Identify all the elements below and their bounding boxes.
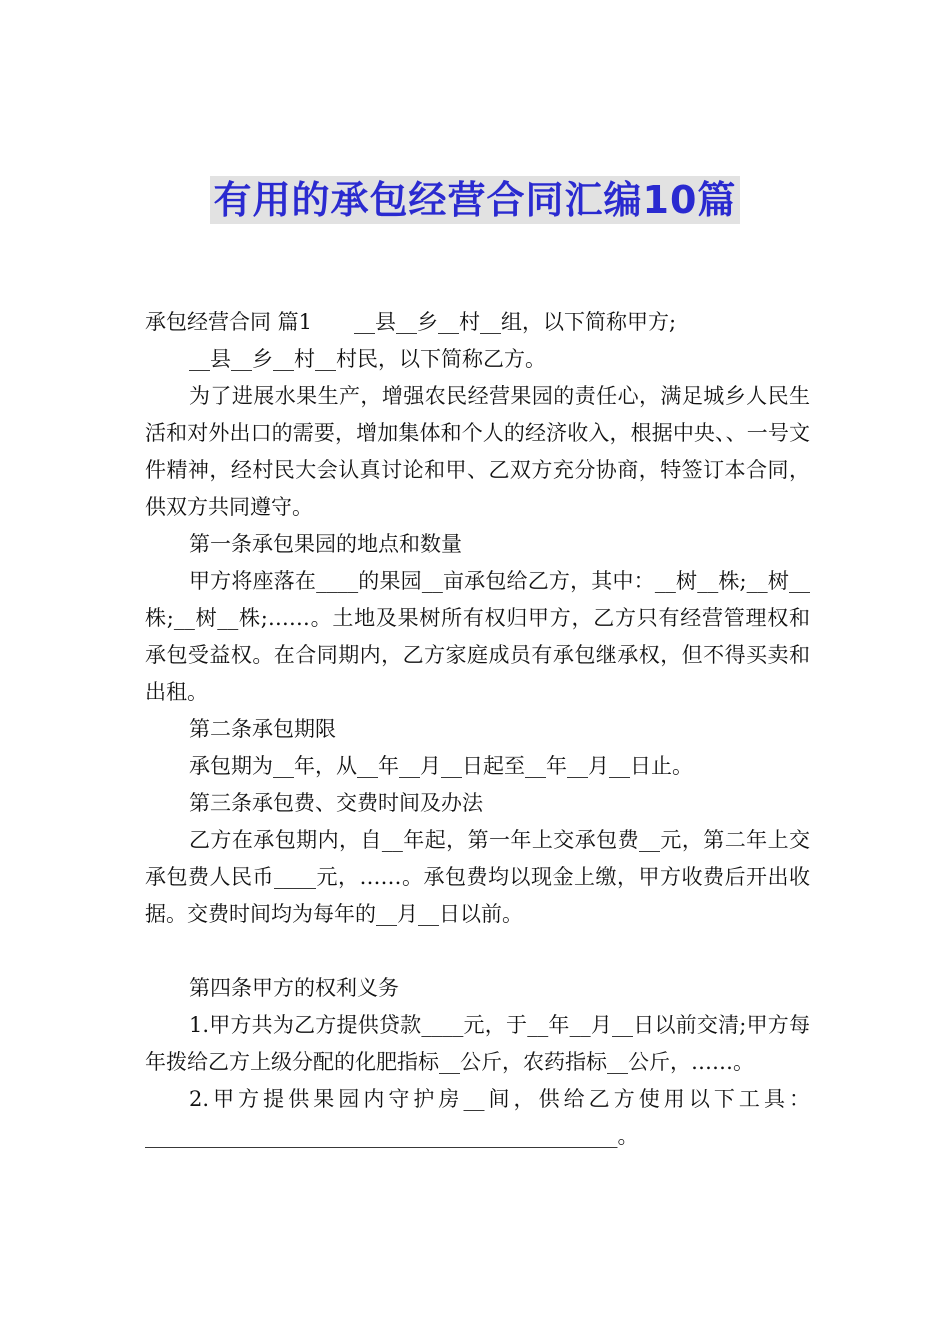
paragraph-article-4-item-1: 1.甲方共为乙方提供贷款____元，于__年__月__日以前交清;甲方每年拨给乙方上级分配的化肥指标__公斤，农药指标__公斤，……。	[145, 1013, 810, 1074]
paragraph-party-b: __县__乡__村__村民，以下简称乙方。	[189, 347, 546, 371]
heading-article-2: 第二条承包期限	[189, 717, 336, 741]
paragraph-article-2: 承包期为__年，从__年__月__日起至__年__月__日止。	[189, 754, 693, 778]
title-container	[0, 176, 950, 224]
document-title: 有用的承包经营合同汇编10篇	[210, 176, 741, 224]
document-body	[145, 304, 810, 1155]
paragraph-party-a: 承包经营合同 篇1 __县__乡__村__组，以下简称甲方;	[145, 310, 677, 334]
heading-article-1: 第一条承包果园的地点和数量	[189, 532, 462, 556]
paragraph-article-3: 乙方在承包期内，自__年起，第一年上交承包费__元，第二年上交承包费人民币____元，……。承包费均以现金上缴，甲方收费后开出收据。交费时间均为每年的__月__日以前。	[145, 828, 810, 926]
heading-article-4: 第四条甲方的权利义务	[189, 976, 399, 1000]
paragraph-article-1: 甲方将座落在____的果园__亩承包给乙方，其中：__树__株;__树__株;__树__株;……。土地及果树所有权归甲方，乙方只有经营管理权和承包受益权。在合同期内，乙方家庭成员有承包继承权，但不得买卖和出租。	[145, 569, 810, 704]
heading-article-3: 第三条承包费、交费时间及办法	[189, 791, 483, 815]
paragraph-preamble: 为了进展水果生产，增强农民经营果园的责任心，满足城乡人民生活和对外出口的需要，增加集体和个人的经济收入，根据中央、、一号文件精神，经村民大会认真讨论和甲、乙双方充分协商，特签订本合同，供双方共同遵守。	[145, 384, 810, 519]
paragraph-article-4-item-2: 2.甲方提供果园内守护房__间，供给乙方使用以下工具：_____________________________________________。	[145, 1087, 810, 1148]
